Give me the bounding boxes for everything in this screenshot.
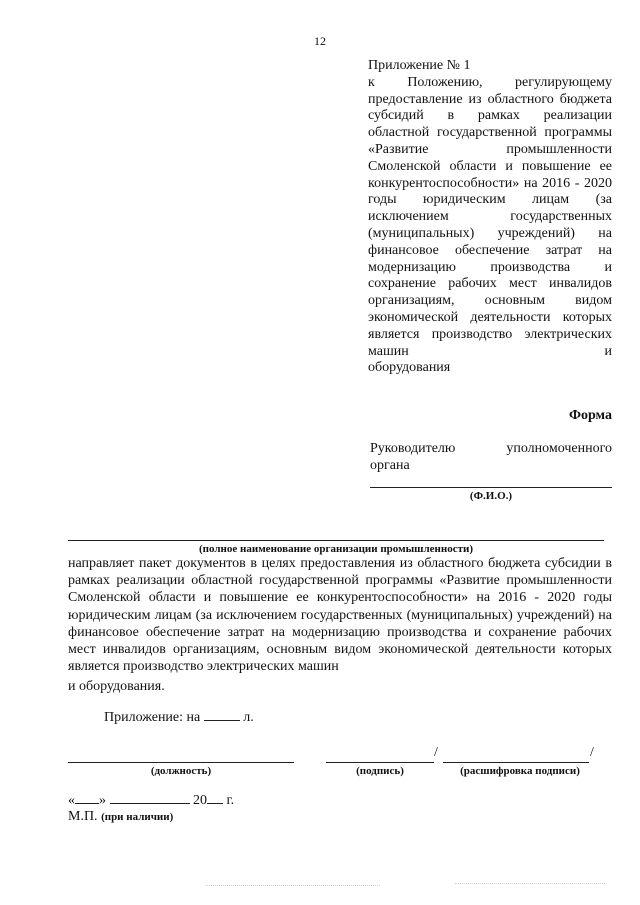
appendix-title: Приложение № 1 — [368, 58, 471, 73]
organization-name-field[interactable] — [68, 540, 604, 541]
signature-decode-caption: (расшифровка подписи) — [460, 765, 580, 777]
attachment-pages-field[interactable] — [204, 708, 240, 721]
position-caption: (должность) — [150, 765, 212, 777]
seal-note: (при наличии) — [101, 811, 174, 823]
scan-artifact-line — [205, 885, 380, 886]
organization-name-caption: (полное наименование организации промышленности) — [199, 543, 473, 555]
date-year-prefix: 20 — [193, 793, 207, 808]
seal-line — [68, 809, 173, 825]
seal-label: М.П. — [68, 809, 98, 824]
date-month-field[interactable] — [110, 791, 190, 804]
attachment-prefix: Приложение: на — [104, 710, 201, 725]
date-day-field[interactable] — [75, 791, 99, 804]
date-close-quote: » — [99, 793, 106, 808]
date-line — [68, 791, 234, 809]
recipient-title-end: органа — [370, 458, 410, 473]
position-field[interactable] — [68, 762, 294, 763]
appendix-text: к Положению, регулирующему предоставление из областного бюджета субсидий в рамках реализации областной государственной программы «Развитие промышленности Смоленской области и повышение ее конкурентоспособности» на 2016 - 2020 годы юридическим лицам (за исключением государственных (муниципальных) учреждений) на финансовое обеспечение затрат на модернизацию производства и сохранение рабочих мест инвалидов организациям, основным видом экономической деятельности которых является производство электрических машин и — [368, 74, 612, 359]
attachment-suffix: л. — [243, 710, 254, 725]
date-year-suffix: г. — [226, 793, 235, 808]
scan-artifact-line — [455, 883, 605, 884]
page-number: 12 — [314, 34, 326, 48]
recipient-name-field[interactable] — [370, 487, 612, 488]
main-paragraph-end: и оборудования. — [68, 679, 165, 694]
appendix-text-end: оборудования — [368, 360, 451, 376]
signature-decode-field[interactable] — [443, 762, 589, 763]
signature-field[interactable] — [326, 762, 434, 763]
signature-caption: (подпись) — [356, 765, 404, 777]
recipient-name-caption: (Ф.И.О.) — [469, 490, 513, 502]
attachment-line — [104, 708, 254, 726]
form-label: Форма — [568, 408, 612, 423]
recipient-title: Руководителю уполномоченного — [370, 441, 612, 456]
signature-separator-end: / — [590, 745, 594, 760]
recipient-block — [370, 440, 612, 474]
date-year-field[interactable] — [207, 791, 223, 804]
date-open-quote: « — [68, 793, 75, 808]
appendix-header — [368, 58, 612, 377]
signature-separator: / — [434, 745, 438, 760]
main-paragraph: направляет пакет документов в целях предоставления из областного бюджета субсидии в рамках реализации областной государственной программы «Развитие промышленности Смоленской области и повышение ее конкурентоспособности» на 2016 - 2020 годы юридическим лицам (за исключением государственных (муниципальных) учреждений) на финансовое обеспечение затрат на модернизацию производства и сохранение рабочих мест инвалидов организациям, основным видом экономической деятельности которых является производство электрических машин — [68, 556, 612, 675]
